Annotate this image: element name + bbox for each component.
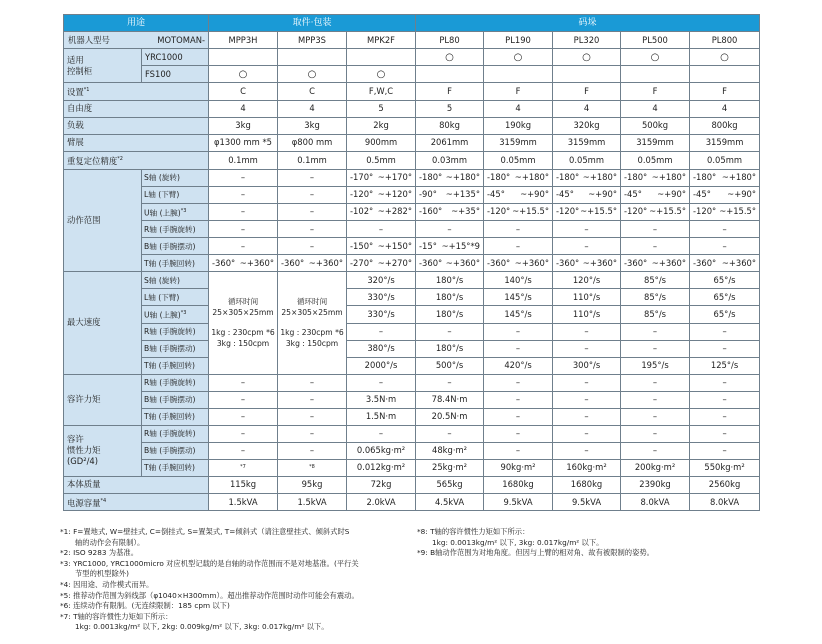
dof-cell: 5 xyxy=(416,100,484,117)
repeatability-row xyxy=(64,151,760,169)
moment-cell: – xyxy=(690,408,760,425)
footnote-line: *4: 因用途、动作模式而异。 xyxy=(60,579,154,589)
inertia-cell: – xyxy=(690,425,760,442)
axis-label-r: R轴 (手腕旋转) xyxy=(142,374,209,391)
moment-cell: 3.5N·m xyxy=(347,391,416,408)
footnote-line: 轴的动作会有限制）。 xyxy=(75,537,145,547)
moment-cell: 20.5N·m xyxy=(416,408,484,425)
axis-label-t: T轴 (手腕回转) xyxy=(142,255,209,272)
inertia-cell: – xyxy=(484,442,553,459)
speed-cell: – xyxy=(484,323,553,340)
dof-cell: 4 xyxy=(209,100,278,117)
axis-label-t: T轴 (手腕回转) xyxy=(142,357,209,374)
mass-cell: 2390kg xyxy=(621,476,690,493)
spec-table xyxy=(63,14,760,511)
footnote-line: *1: F=置地式, W=壁挂式, C=倒挂式, S=置架式, T=倾斜式（请注意壁挂式、倾斜式时S xyxy=(60,527,350,536)
range-cell: -120° ~+15.5° xyxy=(553,203,621,221)
yrc1000-support-cell: ○ xyxy=(553,49,621,66)
moment-row-r xyxy=(64,374,760,391)
reach-cell: φ1300 mm *5 xyxy=(209,134,278,151)
range-cell: -45° ~+90° xyxy=(690,186,760,203)
mass-cell: 95kg xyxy=(278,476,347,493)
speed-cell: – xyxy=(621,340,690,357)
mass-row xyxy=(64,476,760,493)
speed-cell: – xyxy=(416,323,484,340)
speed-cell: 65°/s xyxy=(690,306,760,324)
speed-row-r xyxy=(64,323,760,340)
range-row-u xyxy=(64,203,760,221)
range-cell: -180° ~+180° xyxy=(553,169,621,186)
mass-cell: 2560kg xyxy=(690,476,760,493)
range-cell: – xyxy=(278,238,347,255)
palletizing-header: 码垛 xyxy=(416,15,760,32)
moment-cell: 1.5N·m xyxy=(347,408,416,425)
cycle-time-cell-mpp3h: 循环时间 25×305×25mm 1kg : 230cpm *6 3kg : 150cpm xyxy=(209,272,278,375)
range-cell: -360° ~+360° xyxy=(416,255,484,272)
speed-cell: 195°/s xyxy=(621,357,690,374)
mounting-cell: F xyxy=(484,83,553,101)
range-cell: -180° ~+180° xyxy=(416,169,484,186)
moment-cell: – xyxy=(553,391,621,408)
reach-cell: 3159mm xyxy=(553,134,621,151)
inertia-cell: 0.012kg·m² xyxy=(347,459,416,476)
spec-table-body xyxy=(64,15,760,511)
range-cell: – xyxy=(621,238,690,255)
range-cell: – xyxy=(278,186,347,203)
model-label: 机器人型号 MOTOMAN- xyxy=(64,32,209,49)
range-cell: – xyxy=(209,221,278,238)
payload-cell: 800kg xyxy=(690,117,760,134)
axis-label-s: S轴 (旋转) xyxy=(142,169,209,186)
axis-label-b: B轴 (手腕摆动) xyxy=(142,391,209,408)
axis-label-t: T轴 (手腕回转) xyxy=(142,459,209,476)
inertia-cell: – xyxy=(621,425,690,442)
range-cell: – xyxy=(553,221,621,238)
mass-cell: 1680kg xyxy=(553,476,621,493)
speed-cell: 500°/s xyxy=(416,357,484,374)
range-label: 动作范围 xyxy=(64,169,142,272)
moment-cell: 78.4N·m xyxy=(416,391,484,408)
inertia-cell: 550kg·m² xyxy=(690,459,760,476)
controller-yrc-row xyxy=(64,49,760,66)
reach-cell: 900mm xyxy=(347,134,416,151)
speed-cell: 125°/s xyxy=(690,357,760,374)
footnote-line: *3: YRC1000, YRC1000micro 对应机型记载的是自轴的动作范围而不是对地基准。(平行关 xyxy=(60,558,359,568)
footnotes-right xyxy=(417,527,777,559)
controller-fs100-label: FS100 xyxy=(142,66,209,83)
moment-cell: – xyxy=(209,374,278,391)
moment-cell: – xyxy=(209,391,278,408)
range-cell: -120° ~+15.5° xyxy=(621,203,690,221)
power-cell: 8.0kVA xyxy=(690,493,760,511)
moment-cell: – xyxy=(209,408,278,425)
axis-label-u: U轴 (上腕)$^{*3}$ xyxy=(142,306,209,324)
range-cell: -45° ~+90° xyxy=(621,186,690,203)
moment-cell: – xyxy=(484,391,553,408)
range-cell: -270° ~+270° xyxy=(347,255,416,272)
speed-cell: 180°/s xyxy=(416,272,484,289)
inertia-cell: 25kg·m² xyxy=(416,459,484,476)
power-cell: 2.0kVA xyxy=(347,493,416,511)
range-cell: – xyxy=(690,221,760,238)
inertia-cell: – xyxy=(416,425,484,442)
axis-label-b: B轴 (手腕摆动) xyxy=(142,238,209,255)
range-cell: -360° ~+360° xyxy=(209,255,278,272)
payload-label: 负载 xyxy=(64,117,209,134)
moment-cell: – xyxy=(278,408,347,425)
range-row-b xyxy=(64,238,760,255)
range-cell: -45° ~+90° xyxy=(484,186,553,203)
speed-row-b xyxy=(64,340,760,357)
moment-label: 容许力矩 xyxy=(64,374,142,425)
range-cell: – xyxy=(209,186,278,203)
range-cell: -120° ~+15.5° xyxy=(690,203,760,221)
yrc1000-support-cell xyxy=(278,49,347,66)
moment-cell: – xyxy=(484,374,553,391)
speed-cell: 120°/s xyxy=(553,272,621,289)
range-cell: – xyxy=(416,221,484,238)
range-row-l xyxy=(64,186,760,203)
fs100-support-cell xyxy=(484,66,553,83)
speed-cell: 110°/s xyxy=(553,306,621,324)
range-cell: -15° ~+15°*9 xyxy=(416,238,484,255)
payload-cell: 3kg xyxy=(209,117,278,134)
axis-label-b: B轴 (手腕摆动) xyxy=(142,340,209,357)
payload-cell: 2kg xyxy=(347,117,416,134)
model-cell: PL500 xyxy=(621,32,690,49)
pick-pack-header: 取件·包装 xyxy=(209,15,416,32)
yrc1000-support-cell: ○ xyxy=(416,49,484,66)
inertia-cell: – xyxy=(278,425,347,442)
speed-cell: 110°/s xyxy=(553,289,621,306)
inertia-cell: – xyxy=(553,442,621,459)
range-cell: – xyxy=(209,169,278,186)
payload-cell: 320kg xyxy=(553,117,621,134)
mounting-cell: F xyxy=(690,83,760,101)
speed-cell: 420°/s xyxy=(484,357,553,374)
power-cell: 1.5kVA xyxy=(209,493,278,511)
mass-cell: 115kg xyxy=(209,476,278,493)
speed-cell: 65°/s xyxy=(690,289,760,306)
axis-label-u: U轴 (上腕)$^{*3}$ xyxy=(142,203,209,221)
range-cell: -180° ~+180° xyxy=(484,169,553,186)
range-cell: -170° ~+170° xyxy=(347,169,416,186)
moment-cell: – xyxy=(553,374,621,391)
mounting-cell: C xyxy=(209,83,278,101)
inertia-cell: 48kg·m² xyxy=(416,442,484,459)
repeatability-cell: 0.5mm xyxy=(347,151,416,169)
yrc1000-support-cell: ○ xyxy=(690,49,760,66)
mass-cell: 565kg xyxy=(416,476,484,493)
payload-cell: 190kg xyxy=(484,117,553,134)
speed-cell: 85°/s xyxy=(621,289,690,306)
range-cell: -120° ~+120° xyxy=(347,186,416,203)
dof-row xyxy=(64,100,760,117)
repeatability-cell: 0.05mm xyxy=(553,151,621,169)
fs100-support-cell xyxy=(690,66,760,83)
speed-row-u xyxy=(64,306,760,324)
cycle-time-cell-mpp3s: 循环时间 25×305×25mm 1kg : 230cpm *6 3kg : 150cpm xyxy=(278,272,347,375)
range-cell: -360° ~+360° xyxy=(484,255,553,272)
yrc1000-support-cell: ○ xyxy=(484,49,553,66)
range-cell: -150° ~+150° xyxy=(347,238,416,255)
speed-cell: 85°/s xyxy=(621,306,690,324)
range-cell: – xyxy=(278,221,347,238)
speed-cell: – xyxy=(690,323,760,340)
footnote-line: *2: ISO 9283 为基准。 xyxy=(60,548,138,558)
range-cell: – xyxy=(553,238,621,255)
range-cell: – xyxy=(278,203,347,221)
footnote-line: *9: B轴动作范围为对地角度。但因与上臂的相对角、故有被限制的姿势。 xyxy=(417,548,654,558)
reach-cell: φ800 mm xyxy=(278,134,347,151)
mass-label: 本体质量 xyxy=(64,476,209,493)
speed-cell: – xyxy=(553,323,621,340)
moment-cell: – xyxy=(621,408,690,425)
power-label: 电源容量$^{*4}$ xyxy=(64,493,209,511)
speed-cell: – xyxy=(621,323,690,340)
reach-cell: 3159mm xyxy=(690,134,760,151)
speed-cell: 2000°/s xyxy=(347,357,416,374)
inertia-cell: 0.065kg·m² xyxy=(347,442,416,459)
reach-row xyxy=(64,134,760,151)
mass-cell: 1680kg xyxy=(484,476,553,493)
inertia-row-r xyxy=(64,425,760,442)
mounting-cell: C xyxy=(278,83,347,101)
speed-row-l xyxy=(64,289,760,306)
speed-cell: 65°/s xyxy=(690,272,760,289)
dof-cell: 4 xyxy=(553,100,621,117)
reach-cell: 3159mm xyxy=(621,134,690,151)
model-cell: PL80 xyxy=(416,32,484,49)
range-cell: – xyxy=(621,221,690,238)
dof-cell: 4 xyxy=(690,100,760,117)
reach-cell: 3159mm xyxy=(484,134,553,151)
moment-cell: – xyxy=(484,408,553,425)
footnote-line: 1kg: 0.0013kg/m² 以下, 2kg: 0.009kg/m² 以下, 3kg: 0.017kg/m² 以下。 xyxy=(75,622,329,632)
range-cell: -180° ~+180° xyxy=(621,169,690,186)
group-header-row xyxy=(64,15,760,32)
speed-cell: 180°/s xyxy=(416,306,484,324)
speed-cell: 145°/s xyxy=(484,289,553,306)
model-cell: MPP3H xyxy=(209,32,278,49)
mounting-cell: F xyxy=(553,83,621,101)
model-cell: PL320 xyxy=(553,32,621,49)
range-cell: -160° ~+35° xyxy=(416,203,484,221)
fs100-support-cell xyxy=(416,66,484,83)
dof-label: 自由度 xyxy=(64,100,209,117)
moment-cell: – xyxy=(553,408,621,425)
mass-cell: 72kg xyxy=(347,476,416,493)
inertia-cell: 200kg·m² xyxy=(621,459,690,476)
range-cell: – xyxy=(278,169,347,186)
model-row xyxy=(64,32,760,49)
repeatability-cell: 0.1mm xyxy=(209,151,278,169)
range-cell: -120° ~+15.5° xyxy=(484,203,553,221)
range-cell: -360° ~+360° xyxy=(621,255,690,272)
controller-yrc1000-label: YRC1000 xyxy=(142,49,209,66)
speed-row-s xyxy=(64,272,760,289)
range-cell: -90° ~+135° xyxy=(416,186,484,203)
fs100-support-cell: ○ xyxy=(278,66,347,83)
moment-cell: – xyxy=(278,391,347,408)
repeatability-cell: 0.03mm xyxy=(416,151,484,169)
inertia-cell: – xyxy=(690,442,760,459)
payload-cell: 500kg xyxy=(621,117,690,134)
moment-cell: – xyxy=(690,374,760,391)
speed-cell: – xyxy=(347,323,416,340)
axis-label-l: L轴 (下臂) xyxy=(142,186,209,203)
inertia-cell: 90kg·m² xyxy=(484,459,553,476)
fs100-support-cell: ○ xyxy=(209,66,278,83)
speed-cell: 145°/s xyxy=(484,306,553,324)
yrc1000-support-cell xyxy=(209,49,278,66)
dof-cell: 5 xyxy=(347,100,416,117)
range-row-s xyxy=(64,169,760,186)
dof-cell: 4 xyxy=(278,100,347,117)
moment-row-b xyxy=(64,391,760,408)
inertia-row-t xyxy=(64,459,760,476)
range-cell: -360° ~+360° xyxy=(278,255,347,272)
speed-cell: 380°/s xyxy=(347,340,416,357)
inertia-label: 容许 惯性力矩 (GD²/4) xyxy=(64,425,142,476)
controller-label: 适用 控制柜 xyxy=(64,49,142,83)
inertia-cell: – xyxy=(209,425,278,442)
inertia-cell: *7 xyxy=(209,459,278,476)
inertia-cell: 160kg·m² xyxy=(553,459,621,476)
model-cell: PL190 xyxy=(484,32,553,49)
speed-cell: 180°/s xyxy=(416,340,484,357)
range-cell: -45° ~+90° xyxy=(553,186,621,203)
fs100-support-cell xyxy=(553,66,621,83)
speed-cell: – xyxy=(553,340,621,357)
mounting-row xyxy=(64,83,760,101)
footnote-line: *8: T轴的容许惯性力矩如下所示： xyxy=(417,527,530,536)
speed-cell: 300°/s xyxy=(553,357,621,374)
axis-label-r: R轴 (手腕旋转) xyxy=(142,221,209,238)
axis-label-l: L轴 (下臂) xyxy=(142,289,209,306)
usage-header: 用途 xyxy=(64,15,209,32)
axis-label-r: R轴 (手腕旋转) xyxy=(142,425,209,442)
inertia-cell: – xyxy=(484,425,553,442)
axis-label-s: S轴 (旋转) xyxy=(142,272,209,289)
moment-row-t xyxy=(64,408,760,425)
model-cell: MPK2F xyxy=(347,32,416,49)
axis-label-r: R轴 (手腕旋转) xyxy=(142,323,209,340)
range-cell: -180° ~+180° xyxy=(690,169,760,186)
range-cell: – xyxy=(484,238,553,255)
power-cell: 9.5kVA xyxy=(484,493,553,511)
power-cell: 8.0kVA xyxy=(621,493,690,511)
fs100-support-cell: ○ xyxy=(347,66,416,83)
range-cell: – xyxy=(484,221,553,238)
repeatability-cell: 0.1mm xyxy=(278,151,347,169)
inertia-cell: *8 xyxy=(278,459,347,476)
moment-cell: – xyxy=(621,374,690,391)
repeatability-cell: 0.05mm xyxy=(690,151,760,169)
inertia-cell: – xyxy=(278,442,347,459)
moment-cell: – xyxy=(416,374,484,391)
mounting-cell: F xyxy=(416,83,484,101)
footnote-line: 1kg: 0.0013kg/m² 以下, 3kg: 0.017kg/m² 以下。 xyxy=(432,537,604,547)
inertia-row-b xyxy=(64,442,760,459)
speed-cell: 320°/s xyxy=(347,272,416,289)
model-cell: PL800 xyxy=(690,32,760,49)
axis-label-t: T轴 (手腕回转) xyxy=(142,408,209,425)
payload-cell: 80kg xyxy=(416,117,484,134)
moment-cell: – xyxy=(690,391,760,408)
mounting-cell: F,W,C xyxy=(347,83,416,101)
inertia-cell: – xyxy=(347,425,416,442)
axis-label-b: B轴 (手腕摆动) xyxy=(142,442,209,459)
range-cell: -360° ~+360° xyxy=(690,255,760,272)
mounting-label: 设置$^{*1}$ xyxy=(64,83,209,101)
power-cell: 9.5kVA xyxy=(553,493,621,511)
power-cell: 1.5kVA xyxy=(278,493,347,511)
spec-sheet xyxy=(63,14,759,511)
model-cell: MPP3S xyxy=(278,32,347,49)
speed-cell: 330°/s xyxy=(347,289,416,306)
range-cell: – xyxy=(690,238,760,255)
footnote-line: *5: 推荐动作范围为斜线部（φ1040×H300mm）。超出推荐动作范围时动作可能会有震动。 xyxy=(60,590,359,600)
inertia-cell: – xyxy=(553,425,621,442)
speed-cell: 180°/s xyxy=(416,289,484,306)
range-row-t xyxy=(64,255,760,272)
power-row xyxy=(64,493,760,511)
payload-cell: 3kg xyxy=(278,117,347,134)
inertia-cell: – xyxy=(209,442,278,459)
repeatability-label: 重复定位精度$^{*2}$ xyxy=(64,151,209,169)
footnote-line: 节型的机型除外) xyxy=(75,569,129,579)
inertia-cell: – xyxy=(621,442,690,459)
footnote-line: *7: T轴的容许惯性力矩如下所示： xyxy=(60,611,173,621)
range-cell: – xyxy=(209,203,278,221)
footnotes-left xyxy=(60,527,430,633)
range-row-r xyxy=(64,221,760,238)
mounting-cell: F xyxy=(621,83,690,101)
speed-cell: – xyxy=(690,340,760,357)
yrc1000-support-cell: ○ xyxy=(621,49,690,66)
repeatability-cell: 0.05mm xyxy=(621,151,690,169)
range-cell: -360° ~+360° xyxy=(553,255,621,272)
speed-cell: – xyxy=(484,340,553,357)
dof-cell: 4 xyxy=(621,100,690,117)
controller-fs-row xyxy=(64,66,760,83)
range-cell: – xyxy=(209,238,278,255)
fs100-support-cell xyxy=(621,66,690,83)
power-cell: 4.5kVA xyxy=(416,493,484,511)
moment-cell: – xyxy=(278,374,347,391)
moment-cell: – xyxy=(347,374,416,391)
speed-cell: 330°/s xyxy=(347,306,416,324)
moment-cell: – xyxy=(621,391,690,408)
repeatability-cell: 0.05mm xyxy=(484,151,553,169)
range-cell: – xyxy=(347,221,416,238)
speed-label: 最大速度 xyxy=(64,272,142,375)
footnote-line: *6: 连续动作有限制。(无连续限制：185 cpm 以下) xyxy=(60,601,230,611)
speed-cell: 140°/s xyxy=(484,272,553,289)
reach-label: 臂展 xyxy=(64,134,209,151)
reach-cell: 2061mm xyxy=(416,134,484,151)
range-cell: -102° ~+282° xyxy=(347,203,416,221)
speed-row-t xyxy=(64,357,760,374)
speed-cell: 85°/s xyxy=(621,272,690,289)
yrc1000-support-cell xyxy=(347,49,416,66)
dof-cell: 4 xyxy=(484,100,553,117)
payload-row xyxy=(64,117,760,134)
